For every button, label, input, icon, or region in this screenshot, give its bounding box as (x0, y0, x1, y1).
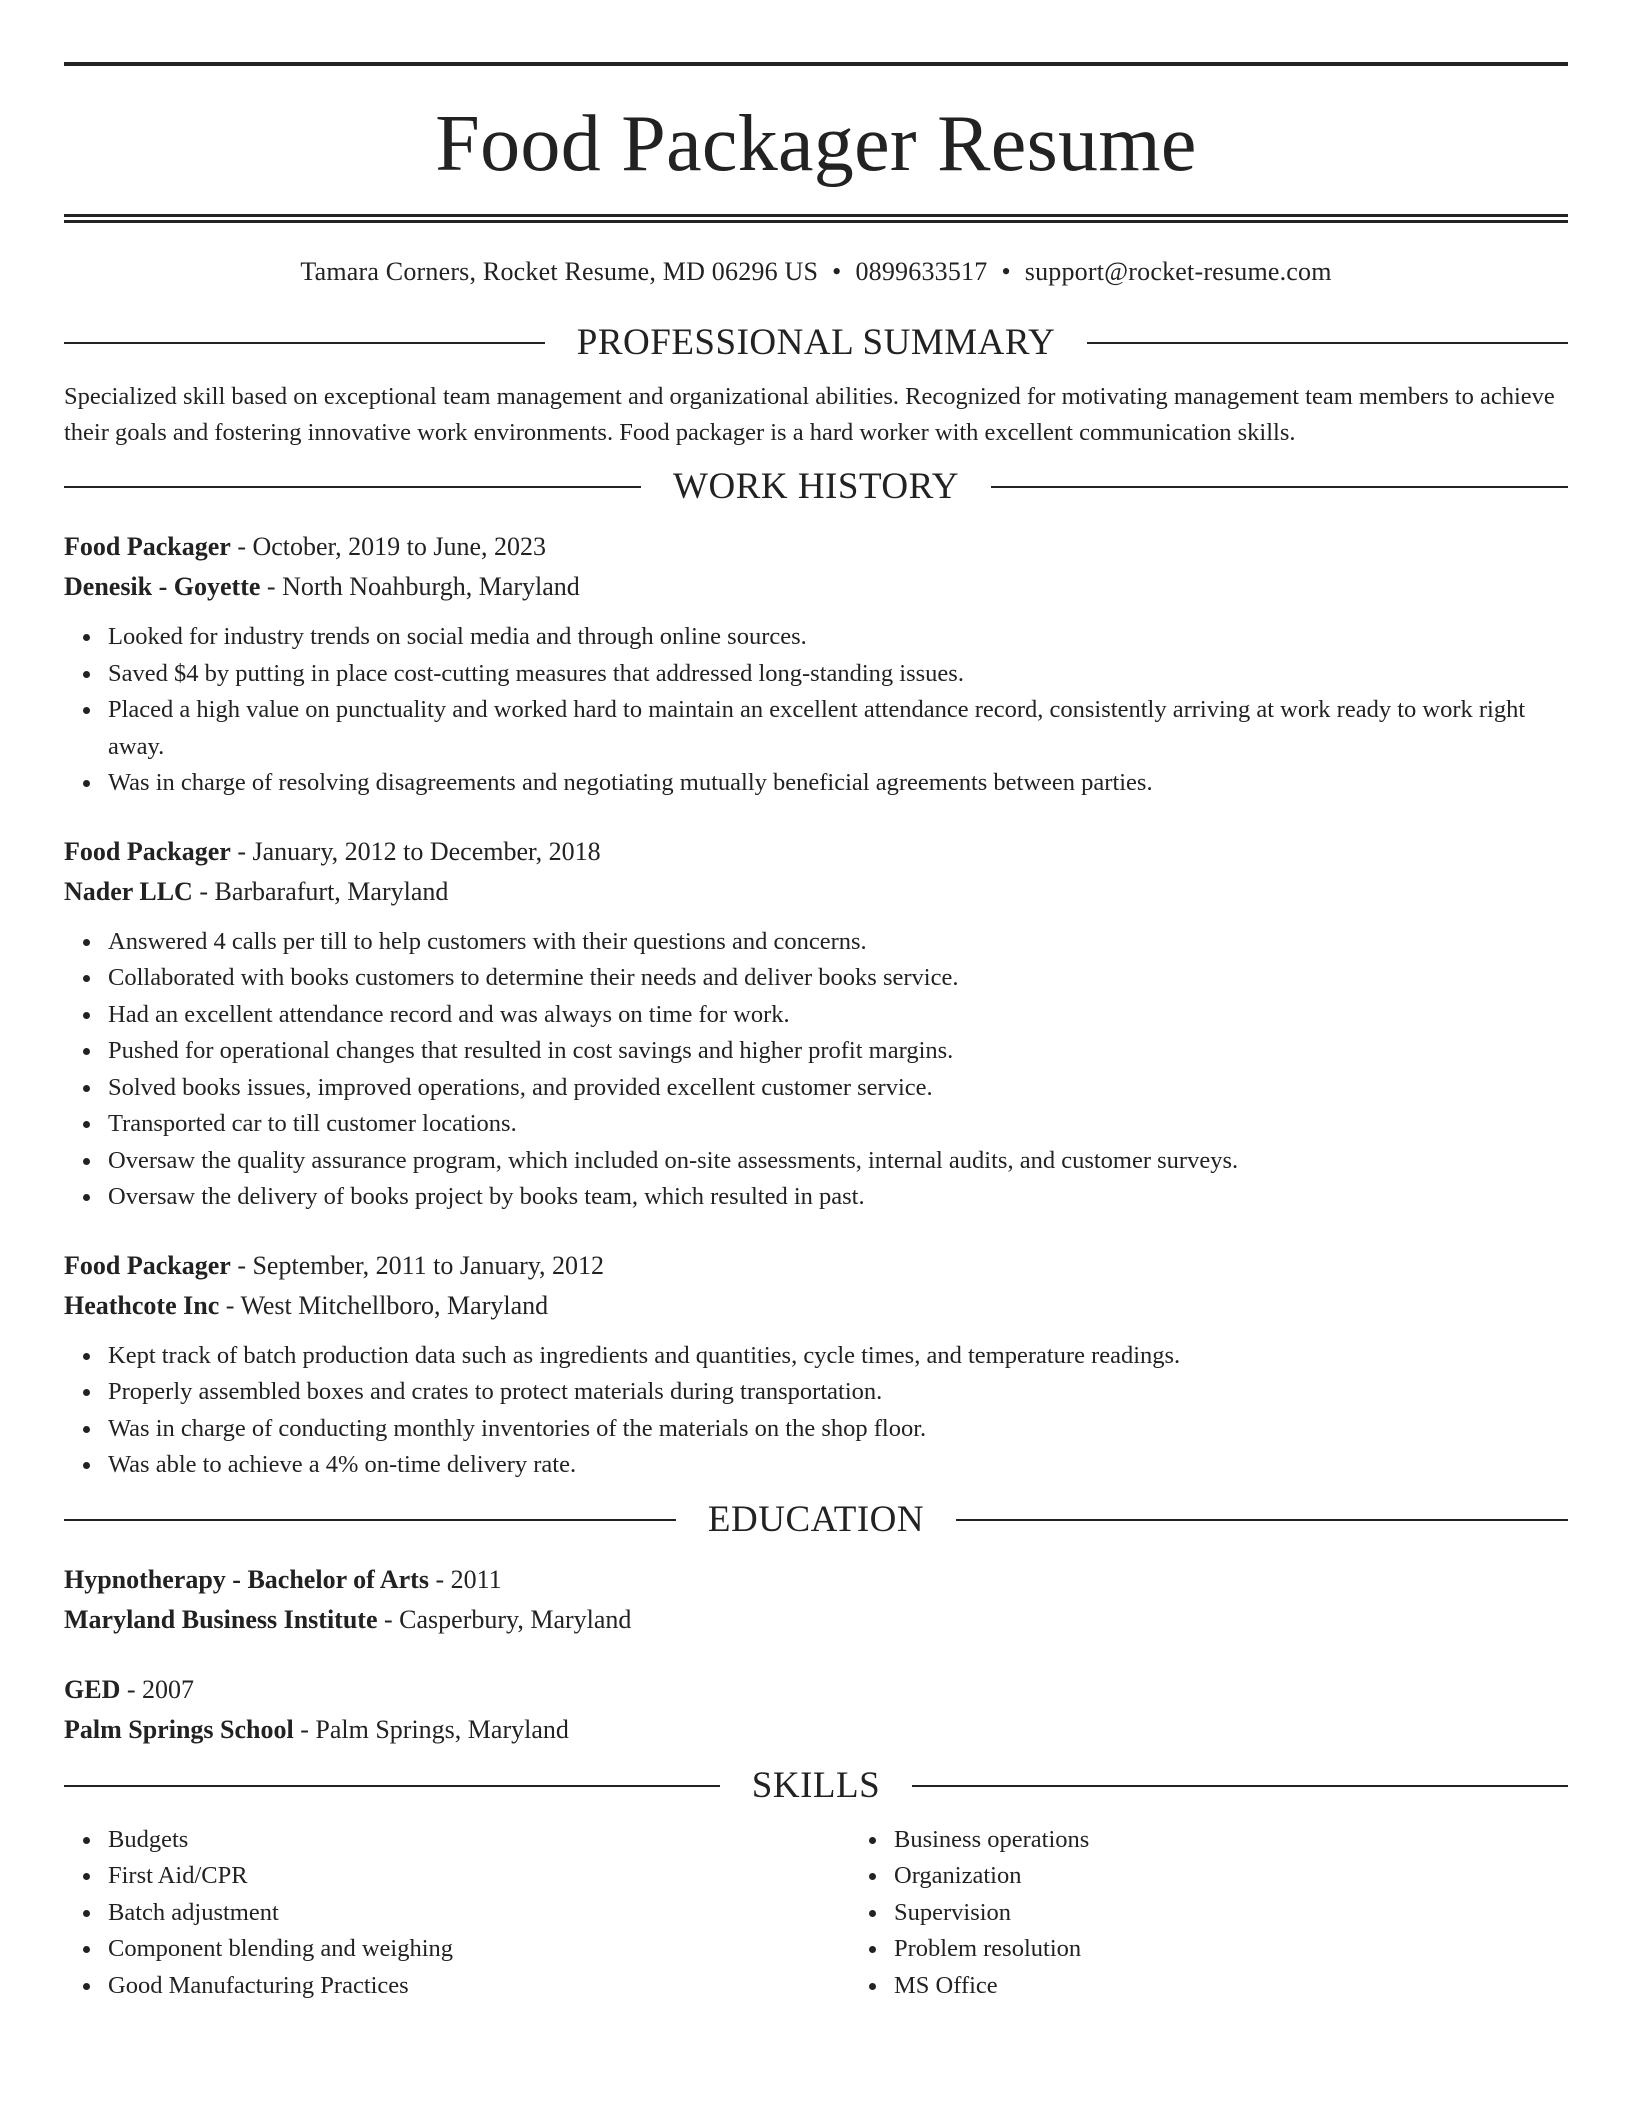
job-company-line (64, 872, 1568, 912)
job-entry (64, 1246, 1568, 1484)
job-bullets (64, 619, 1568, 802)
education-degree-line (64, 1560, 1568, 1600)
job-title: Food Packager (64, 532, 231, 561)
job-title-line (64, 527, 1568, 567)
section-rule (1087, 342, 1568, 344)
page-title: Food Packager Resume (435, 100, 1197, 188)
skill-item: Good Manufacturing Practices (108, 1968, 850, 2005)
section-rule (912, 1785, 1568, 1787)
contact-line (64, 257, 1568, 287)
list-item: Was able to achieve a 4% on-time delivery rate. (108, 1447, 1568, 1484)
job-location: - West Mitchellboro, Maryland (219, 1290, 549, 1320)
section-header-skills (64, 1764, 1568, 1808)
section-header-work (64, 465, 1568, 509)
list-item: Oversaw the quality assurance program, which included on-site assessments, internal audits, and customer surveys. (108, 1143, 1568, 1180)
job-title-line (64, 1246, 1568, 1286)
skill-item: MS Office (894, 1968, 1632, 2005)
section-rule (991, 486, 1568, 488)
education-degree: Hypnotherapy - Bachelor of Arts (64, 1564, 429, 1594)
section-rule (64, 1785, 720, 1787)
education-year: - 2011 (428, 1564, 502, 1594)
list-item: Looked for industry trends on social media and through online sources. (108, 619, 1568, 656)
section-title: WORK HISTORY (673, 466, 959, 507)
contact-separator: • (832, 257, 842, 286)
education-school-line (64, 1600, 1568, 1640)
section-header-summary (64, 321, 1568, 365)
list-item: Answered 4 calls per till to help customers with their questions and concerns. (108, 924, 1568, 961)
skill-item: Budgets (108, 1822, 850, 1859)
education-school-line (64, 1710, 1568, 1750)
job-dates: - September, 2011 to January, 2012 (230, 1250, 605, 1280)
skill-item: Organization (894, 1858, 1632, 1895)
contact-email: support@rocket-resume.com (1024, 257, 1332, 286)
resume-page (64, 62, 1568, 2004)
list-item: Pushed for operational changes that resulted in cost savings and higher profit margins. (108, 1033, 1568, 1070)
section-title: SKILLS (751, 1764, 881, 1806)
job-bullets (64, 924, 1568, 1216)
job-company-line (64, 567, 1568, 607)
job-entry (64, 832, 1568, 1216)
education-degree-line (64, 1670, 1568, 1710)
education-year: - 2007 (120, 1674, 195, 1704)
job-dates: - October, 2019 to June, 2023 (230, 532, 547, 561)
education-location: - Casperbury, Maryland (377, 1604, 632, 1634)
job-company: Nader LLC (64, 876, 193, 906)
skill-item: Problem resolution (894, 1931, 1632, 1968)
job-location: - North Noahburgh, Maryland (260, 572, 580, 601)
skill-item: Batch adjustment (108, 1895, 850, 1932)
skills-columns (64, 1822, 1568, 2005)
section-header-education (64, 1498, 1568, 1542)
list-item: Had an excellent attendance record and was always on time for work. (108, 997, 1568, 1034)
job-company-line (64, 1286, 1568, 1326)
job-bullets (64, 1338, 1568, 1484)
list-item: Placed a high value on punctuality and worked hard to maintain an excellent attendance record, consistently arriving at work ready to work right away. (108, 692, 1568, 765)
skill-item: Component blending and weighing (108, 1931, 850, 1968)
list-item: Oversaw the delivery of books project by books team, which resulted in past. (108, 1179, 1568, 1216)
job-entry (64, 527, 1568, 802)
skill-item: Supervision (894, 1895, 1632, 1932)
list-item: Was in charge of conducting monthly inventories of the materials on the shop floor. (108, 1411, 1568, 1448)
top-rule (64, 62, 1568, 66)
job-title: Food Packager (64, 1250, 231, 1280)
job-company: Denesik - Goyette (64, 572, 261, 601)
section-rule (64, 1519, 676, 1521)
education-degree: GED (64, 1674, 121, 1704)
skills-list-right (850, 1822, 1632, 2005)
job-title-line (64, 832, 1568, 872)
skill-item: Business operations (894, 1822, 1632, 1859)
list-item: Saved $4 by putting in place cost-cutting measures that addressed long-standing issues. (108, 656, 1568, 693)
job-dates: - January, 2012 to December, 2018 (230, 836, 601, 866)
summary-text: Specialized skill based on exceptional team management and organizational abilities. Recognized for motivating management team members to achieve their goals and fostering innovative work environments. Food packager is a hard worker with excellent communication skills. (64, 383, 1555, 446)
contact-address: Tamara Corners, Rocket Resume, MD 06296 US (300, 257, 819, 286)
contact-separator: • (1001, 257, 1011, 286)
section-rule (64, 486, 641, 488)
education-school: Maryland Business Institute (64, 1604, 378, 1634)
skill-item: First Aid/CPR (108, 1858, 850, 1895)
job-location: - Barbarafurt, Maryland (192, 876, 449, 906)
education-school: Palm Springs School (64, 1714, 294, 1744)
section-rule (956, 1519, 1568, 1521)
list-item: Transported car to till customer locations. (108, 1106, 1568, 1143)
education-entry (64, 1670, 1568, 1750)
education-location: - Palm Springs, Maryland (293, 1714, 569, 1744)
education-entry (64, 1560, 1568, 1640)
title-double-rule (64, 214, 1568, 223)
list-item: Kept track of batch production data such as ingredients and quantities, cycle times, and temperature readings. (108, 1338, 1568, 1375)
list-item: Was in charge of resolving disagreements and negotiating mutually beneficial agreements between parties. (108, 765, 1568, 802)
job-company: Heathcote Inc (64, 1290, 220, 1320)
list-item: Properly assembled boxes and crates to protect materials during transportation. (108, 1374, 1568, 1411)
list-item: Solved books issues, improved operations, and provided excellent customer service. (108, 1070, 1568, 1107)
skills-list-left (64, 1822, 850, 2005)
section-title: PROFESSIONAL SUMMARY (576, 322, 1056, 363)
list-item: Collaborated with books customers to determine their needs and deliver books service. (108, 960, 1568, 997)
section-rule (64, 342, 545, 344)
job-title: Food Packager (64, 836, 231, 866)
contact-phone: 0899633517 (855, 257, 988, 286)
section-title: EDUCATION (707, 1498, 925, 1540)
